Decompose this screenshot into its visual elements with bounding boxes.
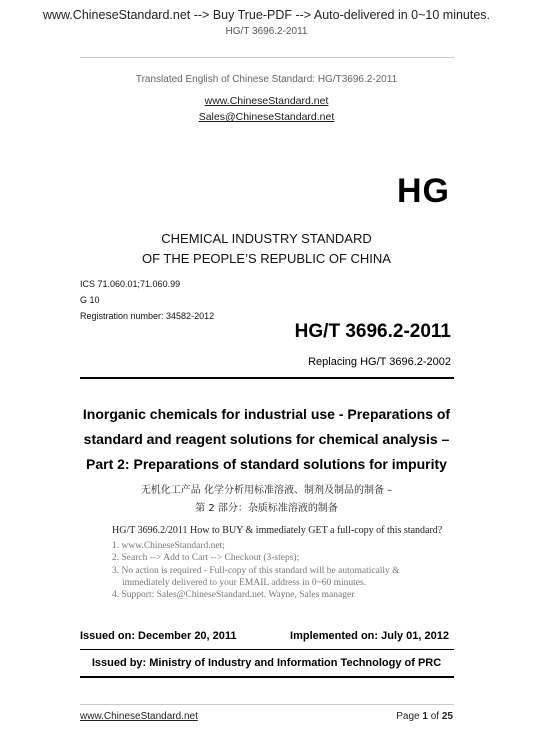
replacing-note: Replacing HG/T 3696.2-2002 bbox=[308, 356, 451, 368]
issuing-authority: Issued by: Ministry of Industry and Information Technology of PRC bbox=[91, 657, 442, 669]
chinese-title-line-2: 第 2 部分：杂质标准溶液的制备 bbox=[195, 503, 338, 514]
translation-note: Translated English of Chinese Standard: HG/T3696.2-2011 bbox=[135, 74, 398, 85]
page-total: 25 bbox=[441, 711, 453, 722]
bottom-divider bbox=[80, 676, 454, 678]
page-of: of bbox=[427, 711, 442, 722]
purchase-step: 2. Search --> Add to Cart --> Checkout (3-steps); bbox=[112, 553, 300, 564]
purchase-step: 3. No action is required - Full-copy of this standard will be automatically & bbox=[112, 565, 400, 576]
email-link[interactable]: Sales@ChineseStandard.net bbox=[198, 111, 335, 123]
purchase-heading: HG/T 3696.2/2011 How to BUY & immediately GET a full-copy of this standard? bbox=[112, 525, 443, 536]
page-number bbox=[396, 711, 453, 722]
purchase-step: 1. www.ChineseStandard.net; bbox=[112, 541, 225, 551]
purchase-step: immediately delivered to your EMAIL address in 0~60 minutes. bbox=[122, 577, 367, 588]
title-line-3: Part 2: Preparations of standard solutions for impurity bbox=[86, 456, 447, 472]
footer-website-link[interactable]: www.ChineseStandard.net bbox=[80, 711, 198, 722]
page-label: Page bbox=[396, 711, 423, 722]
purchase-steps bbox=[112, 540, 457, 601]
dates-divider bbox=[80, 649, 454, 650]
hg-logo-text: HG bbox=[397, 172, 450, 210]
title-line-1: Inorganic chemicals for industrial use - Preparations of bbox=[82, 406, 451, 422]
standard-code: HG/T 3696.2-2011 bbox=[294, 321, 451, 342]
footer-divider bbox=[80, 704, 454, 705]
website-link[interactable]: www.ChineseStandard.net bbox=[204, 95, 329, 107]
standard-line-2: OF THE PEOPLE’S REPUBLIC OF CHINA bbox=[142, 251, 391, 266]
registration-number: Registration number: 34582-2012 bbox=[80, 311, 215, 321]
issued-date: Issued on: December 20, 2011 bbox=[80, 630, 237, 642]
top-banner: www.ChineseStandard.net --> Buy True-PDF --> Auto-delivered in 0~10 minutes. bbox=[42, 8, 491, 22]
purchase-step: 4. Support: Sales@ChineseStandard.net. Wayne, Sales manager bbox=[112, 590, 355, 601]
title-divider bbox=[80, 377, 454, 379]
implemented-date: Implemented on: July 01, 2012 bbox=[290, 630, 449, 642]
header-divider bbox=[80, 57, 454, 58]
purchase-info bbox=[112, 525, 457, 601]
ics-code: ICS 71.060.01;71.060.99 bbox=[80, 279, 181, 289]
ccs-code: G 10 bbox=[80, 295, 100, 305]
email-link-wrap bbox=[0, 107, 533, 125]
title-line-2: standard and reagent solutions for chemical analysis – bbox=[83, 431, 450, 447]
standard-line-1: CHEMICAL INDUSTRY STANDARD bbox=[161, 231, 372, 246]
header-code: HG/T 3696.2-2011 bbox=[225, 26, 308, 37]
page-current: 1 bbox=[422, 711, 428, 722]
chinese-title-line-1: 无机化工产品 化学分析用标准溶液、制剂及制品的制备 – bbox=[140, 485, 393, 496]
